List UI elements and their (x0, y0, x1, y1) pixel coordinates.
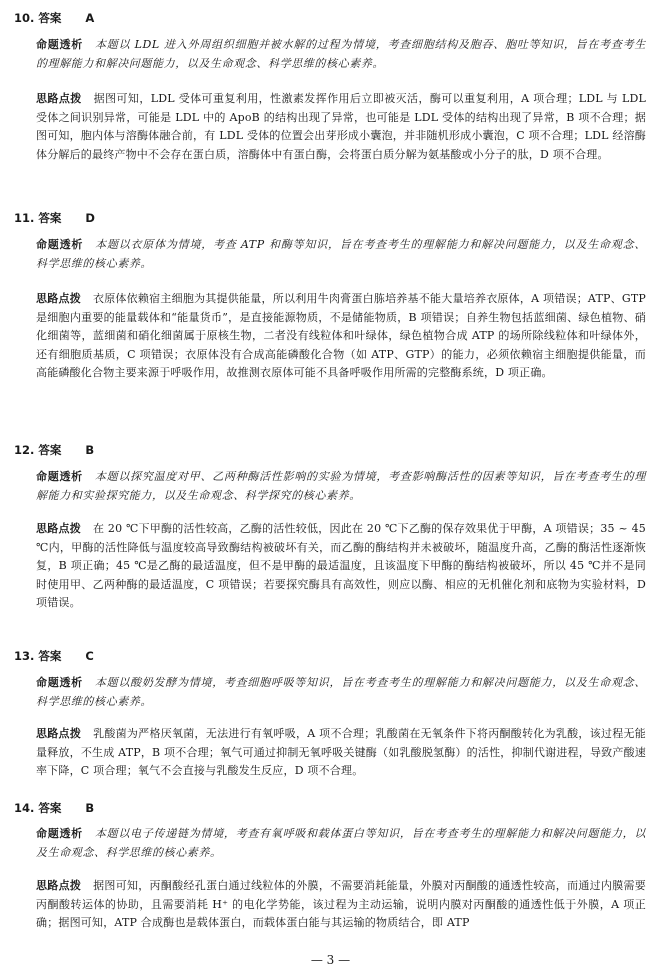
analysis-text: 本题以衣原体为情境，考查 ATP 和酶等知识，旨在考查考生的理解能力和解决问题能力，以及生命观念、科学思维的核心素养。 (36, 238, 646, 270)
question-11-analysis (36, 236, 646, 273)
question-12-hint (36, 520, 646, 613)
answer-label: 答案 (38, 211, 62, 225)
answer-label: 答案 (38, 443, 62, 457)
question-number: 13. (14, 649, 35, 663)
analysis-text: 本题以 LDL 进入外周组织细胞并被水解的过程为情境，考查细胞结构及胞吞、胞吐等知识，旨在考查考生的理解能力和解决问题能力，以及生命观念、科学思维的核心素养。 (36, 38, 646, 70)
question-11-header (14, 210, 95, 226)
analysis-text: 本题以酸奶发酵为情境，考查细胞呼吸等知识，旨在考查考生的理解能力和解决问题能力，以及生命观念、科学思维的核心素养。 (36, 676, 646, 708)
answer-value: A (85, 11, 95, 25)
analysis-text: 本题以电子传递链为情境，考查有氧呼吸和载体蛋白等知识，旨在考查考生的理解能力和解决问题能力，以及生命观念、科学思维的核心素养。 (36, 827, 646, 859)
question-11-hint (36, 290, 646, 383)
answer-label: 答案 (38, 11, 62, 25)
question-number: 12. (14, 443, 35, 457)
answer-value: D (85, 211, 95, 225)
question-10-analysis (36, 36, 646, 73)
hint-text: 乳酸菌为严格厌氧菌，无法进行有氧呼吸，A 项不合理；乳酸菌在无氧条件下将丙酮酸转化为乳酸，该过程无能量释放，不生成 ATP，B 项不合理；氧气可通过抑制无氧呼吸关键酶（如乳酸脱氢酶）的活性，抑制代谢进程，导致产酸速率下降，C 项合理；氧气不会直接与乳酸发生反应，D 项不合理。 (36, 727, 646, 778)
question-12-analysis (36, 468, 646, 505)
question-14-header (14, 800, 94, 816)
answer-label: 答案 (38, 649, 62, 663)
question-14-analysis (36, 825, 646, 862)
hint-text: 据图可知，丙酮酸经孔蛋白通过线粒体的外膜，不需要消耗能量，外膜对丙酮酸的通透性较高，而通过内膜需要丙酮酸转运体的协助，且需要消耗 H⁺ 的电化学势能，该过程为主动运输，说明内膜对丙酮酸的通透性低于外膜，A 项正确；据图可知，ATP 合成酶也是载体蛋白，而载体蛋白能与其运输的物质结合，即 ATP (36, 879, 646, 930)
hint-label: 思路点拨 (36, 292, 81, 305)
question-13-header (14, 648, 94, 664)
answer-value: B (85, 801, 95, 815)
analysis-label: 命题透析 (36, 38, 84, 51)
analysis-label: 命题透析 (36, 676, 83, 689)
question-13-hint (36, 725, 646, 781)
hint-text: 据图可知，LDL 受体可重复利用，性激素发挥作用后立即被灭活，酶可以重复利用，A 项合理；LDL 与 LDL 受体之间识别异常，可能是 LDL 中的 ApoB 的结构出现了异常，也可能是 LDL 受体的结构出现了异常，B 项不合理；据图可知，胞内体与溶酶体融合前，有 LDL 受体的位置会出芽形成小囊泡，并非随机形成小囊泡，C 项不合理；LDL 经溶酶体分解后的最终产物中不会存在蛋白质，溶酶体中有蛋白酶，会将蛋白质分解为氨基酸或小分子的肽，D 项不合理。 (36, 92, 646, 161)
question-number: 10. (14, 11, 35, 25)
question-number: 11. (14, 211, 35, 225)
question-12-header (14, 442, 94, 458)
answer-label: 答案 (38, 801, 62, 815)
hint-label: 思路点拨 (36, 727, 82, 740)
question-10-hint (36, 90, 646, 164)
question-number: 14. (14, 801, 35, 815)
analysis-text: 本题以探究温度对甲、乙两种酶活性影响的实验为情境，考查影响酶活性的因素等知识，旨在考查考生的理解能力和实验探究能力，以及生命观念、科学探究的核心素养。 (36, 470, 646, 502)
hint-text: 衣原体依赖宿主细胞为其提供能量，所以利用牛肉膏蛋白胨培养基不能大量培养衣原体，A 项错误；ATP、GTP 是细胞内重要的能量载体和“能量货币”，是直接能源物质，不是储能物质，B 项错误；自养生物包括蓝细菌、绿色植物、硝化细菌等，蓝细菌和硝化细菌属于原核生物，二者没有线粒体和叶绿体，绿色植物合成 ATP 的场所除线粒体和叶绿体外，还有细胞质基质，C 项错误；衣原体没有合成高能磷酸化合物（如 ATP、GTP）的能力，必须依赖宿主细胞提供能量，而高能磷酸化合物主要来源于呼吸作用，故推测衣原体可能不具备呼吸作用所需的完整酶系统，D 项正确。 (36, 292, 646, 380)
question-13-analysis (36, 674, 646, 711)
question-10-header (14, 10, 94, 26)
analysis-label: 命题透析 (36, 827, 83, 840)
question-14-hint (36, 877, 646, 933)
hint-text: 在 20 ℃下甲酶的活性较高，乙酶的活性较低，因此在 20 ℃下乙酶的保存效果优于甲酶，A 项错误；35 ~ 45 ℃内，甲酶的活性降低与温度较高导致酶结构被破坏有关，而乙酶的酶结构并未被破坏，随温度升高，乙酶的酶活性逐渐恢复，B 项正确；45 ℃是乙酶的最适温度，但不是甲酶的最适温度，且该温度下甲酶的酶结构被破坏，所以 45 ℃并不是同时使用甲、乙两种酶的最适温度，C 项错误；若要探究酶具有高效性，则应以酶、相应的无机催化剂和底物为实验材料，D 项错误。 (36, 522, 646, 610)
hint-label: 思路点拨 (36, 92, 82, 105)
hint-label: 思路点拨 (36, 522, 81, 535)
answer-value: C (85, 649, 94, 663)
page-number: — 3 — (310, 953, 351, 967)
analysis-label: 命题透析 (36, 470, 83, 483)
analysis-label: 命题透析 (36, 238, 84, 251)
answer-value: B (85, 443, 95, 457)
hint-label: 思路点拨 (36, 879, 82, 892)
